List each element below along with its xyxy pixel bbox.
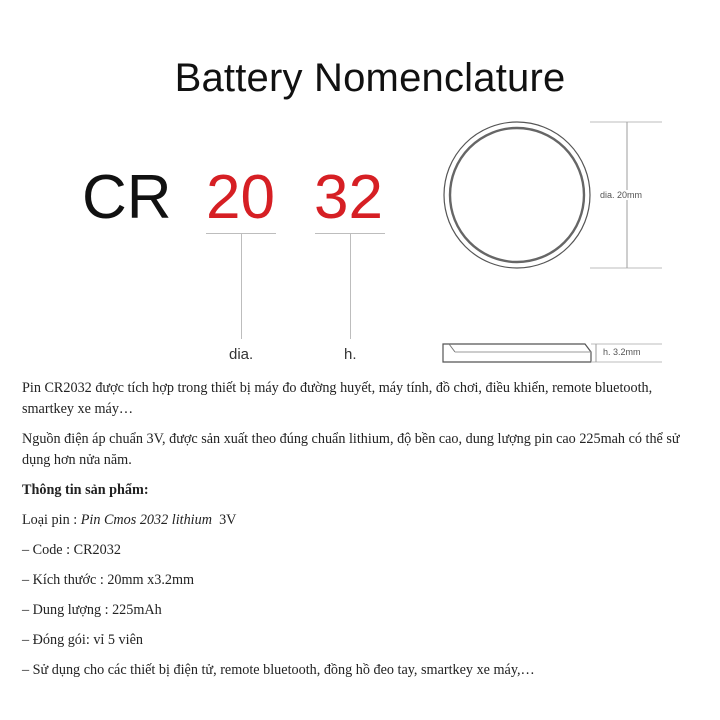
- product-description: [22, 378, 702, 690]
- coin-side-profile: [443, 344, 591, 362]
- height-dimension-label: h. 3.2mm: [603, 347, 641, 357]
- diameter-dimension-label: dia. 20mm: [600, 190, 643, 200]
- spec-item-code: – Code : CR2032: [22, 542, 121, 558]
- battery-type-label: Loại pin :: [22, 512, 81, 528]
- dia-caption: dia.: [229, 346, 254, 363]
- description-paragraph-specs: Nguồn điện áp chuẩn 3V, được sản xuất theo đúng chuẩn lithium, độ bền cao, dung lượng pin cao 225mah có thể sử dụng hơn nửa năm.: [22, 431, 680, 468]
- battery-type-row: [22, 510, 702, 531]
- spec-item-capacity: – Dung lượng : 225mAh: [22, 602, 162, 618]
- spec-item-size: – Kích thước : 20mm x3.2mm: [22, 572, 195, 588]
- code-diameter-digits: 20: [206, 163, 275, 232]
- coin-inner-rim: [450, 128, 584, 262]
- h-caption: h.: [344, 346, 357, 363]
- code-prefix: CR: [82, 163, 172, 232]
- spec-item-packaging: – Đóng gói: vỉ 5 viên: [22, 632, 143, 648]
- battery-type-voltage: 3V: [211, 512, 237, 528]
- description-paragraph-usage: Pin CR2032 được tích hợp trong thiết bị máy đo đường huyết, máy tính, đồ chơi, điều khiển, remote bluetooth, smartkey xe máy…: [22, 380, 653, 417]
- spec-item-usage: – Sử dụng cho các thiết bị điện tử, remote bluetooth, đồng hồ đeo tay, smartkey xe máy,…: [22, 662, 535, 678]
- code-height-digits: 32: [314, 163, 383, 232]
- coin-outer-rim: [444, 122, 590, 268]
- battery-type-value: Pin Cmos 2032 lithium: [80, 512, 212, 528]
- product-info-heading: Thông tin sản phẩm:: [22, 482, 149, 498]
- figure-title: Battery Nomenclature: [174, 56, 566, 100]
